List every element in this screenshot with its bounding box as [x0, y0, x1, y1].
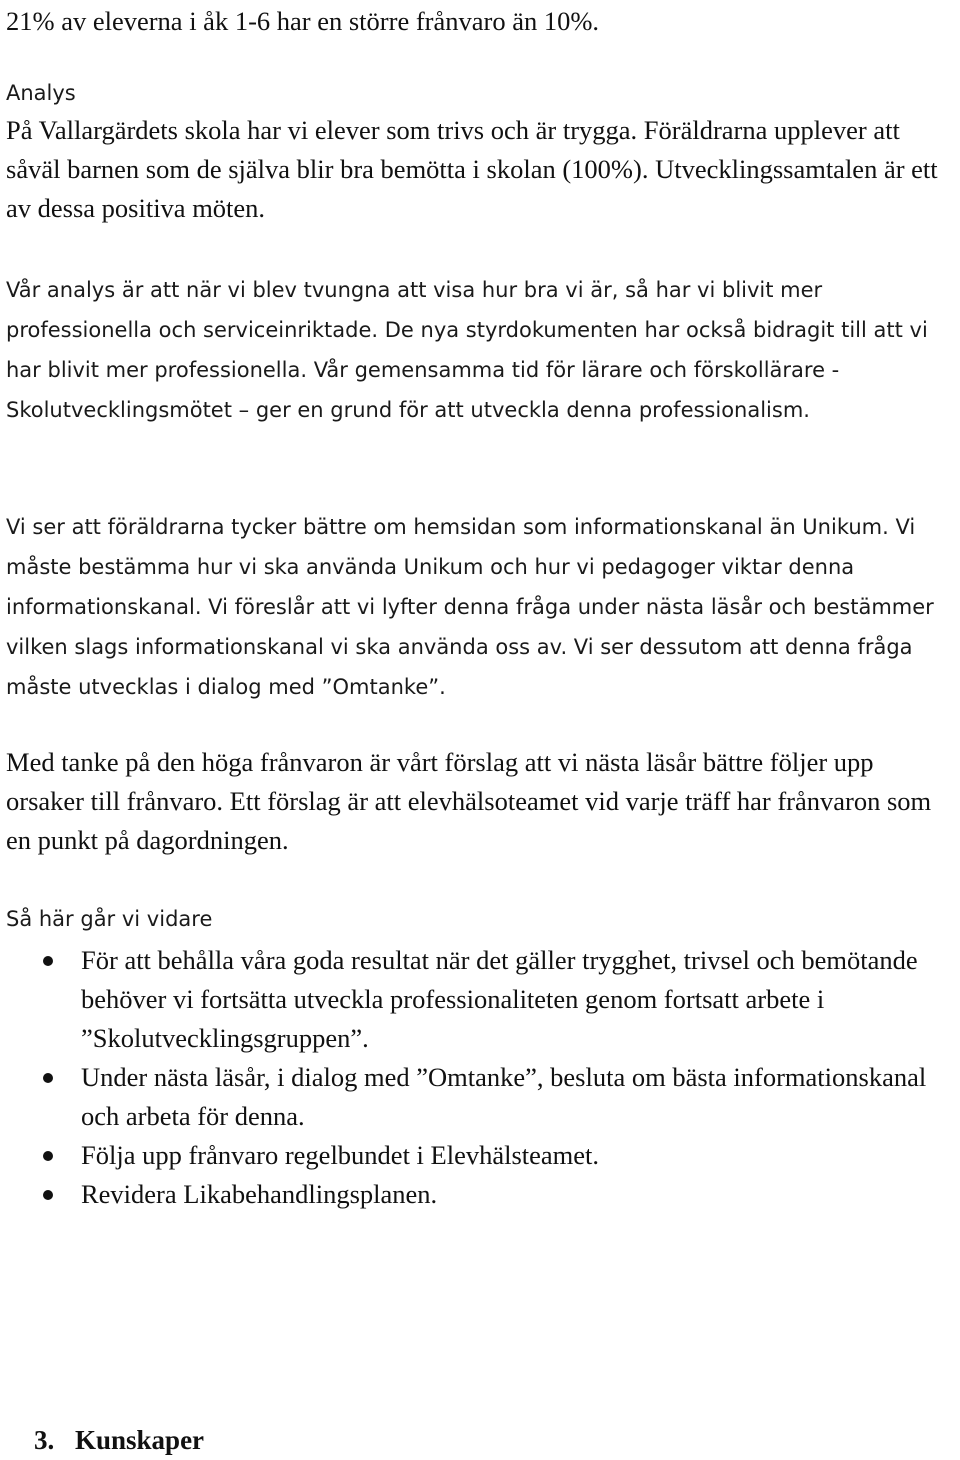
- list-item-text: Under nästa läsår, i dialog med ”Omtanke”, besluta om bästa informationskanal och arbeta för denna.: [81, 1062, 927, 1131]
- paragraph-analysis: Vår analys är att när vi blev tvungna att visa hur bra vi är, så har vi blivit mer professionella och serviceinriktade. De nya styrdokumenten har också bidragit till att vi har blivit mer professionella. Vår gemensamma tid för lärare och förskollärare - Skolutvecklingsmötet – ger en grund för att utveckla denna professionalism.: [6, 278, 928, 422]
- section-heading: [34, 1421, 204, 1460]
- bullet-icon: [43, 1073, 53, 1083]
- analys-heading: Analys: [6, 81, 76, 105]
- list-item: [6, 1175, 960, 1214]
- list-item: [6, 1058, 960, 1136]
- bullet-icon: [43, 956, 53, 966]
- list-item-text: Revidera Likabehandlingsplanen.: [81, 1179, 438, 1209]
- bullet-icon: [43, 1151, 53, 1161]
- section-number: 3.: [34, 1425, 55, 1455]
- paragraph-absence-proposal: Med tanke på den höga frånvaron är vårt förslag att vi nästa läsår bättre följer upp orsaker till frånvaro. Ett förslag är att elevhälsoteamet vid varje träff har frånvaron som en punkt på dagordningen.: [6, 747, 932, 855]
- list-item: [6, 1136, 960, 1175]
- paragraph-wellbeing: På Vallargärdets skola har vi elever som trivs och är trygga. Föräldrarna upplever att såväl barnen som de själva blir bra bemötta i skolan (100%). Utvecklingssamtalen är ett av dessa positiva möten.: [6, 115, 938, 223]
- list-item-text: Följa upp frånvaro regelbundet i Elevhälsteamet.: [81, 1140, 600, 1170]
- absence-statistic: 21% av eleverna i åk 1-6 har en större frånvaro än 10%.: [6, 6, 600, 36]
- next-steps-list: [6, 941, 960, 1214]
- bullet-icon: [43, 1190, 53, 1200]
- list-item: [6, 941, 960, 1058]
- list-item-text: För att behålla våra goda resultat när det gäller trygghet, trivsel och bemötande behöver vi fortsätta utveckla professionaliteten genom fortsatt arbete i ”Skolutvecklingsgruppen”.: [81, 945, 918, 1053]
- next-steps-heading: Så här går vi vidare: [6, 907, 213, 931]
- section-title: Kunskaper: [75, 1425, 205, 1455]
- paragraph-information-channel: Vi ser att föräldrarna tycker bättre om hemsidan som informationskanal än Unikum. Vi måste bestämma hur vi ska använda Unikum och hur vi pedagoger viktar denna informationskanal. Vi föreslår att vi lyfter denna fråga under nästa läsår och bestämmer vilken slags informationskanal vi ska använda oss av. Vi ser dessutom att denna fråga måste utvecklas i dialog med ”Omtanke”.: [6, 515, 934, 699]
